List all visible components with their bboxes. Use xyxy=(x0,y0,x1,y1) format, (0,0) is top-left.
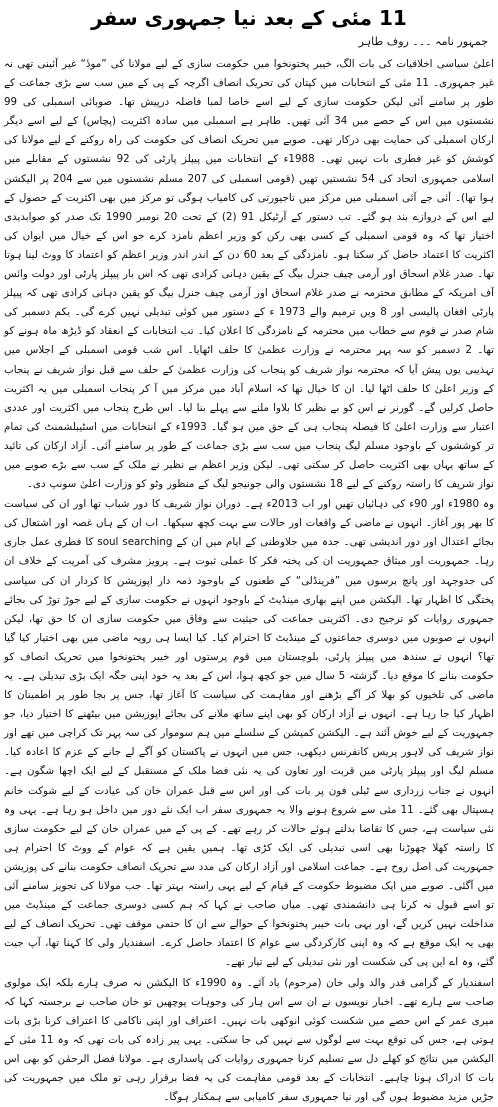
article-headline: 11 مئی کے بعد نیا جمہوری سفر xyxy=(4,4,494,32)
article-paragraph-1: اعلیٰ سیاسی اخلاقیات کی بات الگ، خیبر پختونخوا میں حکومت سازی کے لیے مولانا کی ”مودٔ“ غیر آئینی تھی نہ غیر جمہوری۔ 11 مئی کے انتخابات میں کپتان کی تحریک انصاف اگرچہ کے پی کے میں سب سے بڑی جماعت کے طور پر سامنے آئی لیکن حکومت سازی کے لیے اسے خاصا لمبا فاصلہ درپیش تھا۔ صوبائی اسمبلی کی 99 نشستوں میں اس کے حصے میں 34 آئی تھیں۔ طاہر ہے اسمبلی میں سادہ اکثریت (پچاس) کے لیے اسے دیگر ارکان اسمبلی کی حمایت بھی درکار تھی۔ صوبے میں تحریک انصاف کی حکومت کی راہ روکنے کے لیے مولانا کی کوشش کو غیر فطری بات نہیں تھی۔ 1988ء کے انتخابات میں پیپلز پارٹی کی 92 نشستوں کے مقابلے میں اسلامی جمہوری اتحاد کی 54 نشستیں تھیں (قومی اسمبلی کی 207 مسلم نشستوں میں سے 204 پر الیکشن ہوا تھا)۔ آئی جے آئی اسمبلی میں مرکز میں تاجیورتی کی کامیاب ہوگی تو مرکز میں بھی اکثریت کے حصول کے لیے اس کے دروازے بند ہو گئے۔ تب دستور کے آرٹیکل 91 (2) کے تحت 20 نومبر 1990 تک صدر کو صوابدیدی اختیار تھا کہ وہ قومی اسمبلی کے کسی بھی رکن کو وزیر اعظم نامزد کرے جو اس کے خیال میں ایوان کی اکثریت کا اعتماد حاصل کر سکتا ہو۔ نامزدگی کے بعد 60 دن کے اندر اندر وزیر اعظم کو اعتماد کا ووٹ لینا ہوتا تھا۔ صدر غلام اسحاق اور آرمی چیف جنرل بیگ کے یقین دہانی کرادی تھی کہ اس بار پیپلز پارٹی اور دولت وائس آف امریکہ کے مطابق محترمہ نے صدر غلام اسحاق اور آرمی چیف جنرل بیگ کو یقین دہانی کرادی تھی کہ پیپلز پارٹی افغان پالیسی اور 8 ویں ترمیم والے 1973 ء کے دستور میں کوئی تبدیلی نہیں کرے گی۔ یکم دسمبر کی شام صدر نے قوم سے خطاب میں محترمہ کے نامزدگی کا اعلان کیا۔ تب انتخابات کے انعقاد کو ڈیڑھ ماہ ہونے کو تھا۔ 2 دسمبر کو سہ پہر محترمہ نے وزارت عظمیٰ کا حلف اٹھایا۔ اس شب قومی اسمبلی کے اجلاس میں تہذیبی یوں پیش آیا کہ محترمہ نواز شریف کو پنجاب کی وزارت عظمیٰ کے حلف سے قبل نواز شریف نے پنجاب کے وزیر اعلیٰ کا حلف اٹھا لیا۔ ان کا خیال تھا کہ اسلام آباد میں مرکز میں آ کر پنجاب اسمبلی میں یہ اکثریت حاصل کرلیں گے۔ گورنر نے اس کو بے نظیر کا بلاوا ملنے سے پہلے بنا لیا۔ اس طرح پنجاب میں اکثریت اور عددی اعتبار سے وزارت اعلیٰ کا فیصلہ پنجاب ہی کے حق میں ہو گیا۔ 1993ء کے انتخابات میں اسٹیبلشمنٹ کی تمام تر کوششوں کے باوجود مسلم لیگ پنجاب میں سب سے بڑی جماعت کے طور پر سامنے آئی۔ آزاد ارکان کی تائید کے ساتھ یہاں بھی اکثریت حاصل کر سکتی تھی۔ لیکن وزیر اعظم بے نظیر نے ملک کے سب سے بڑے صوبے میں نواز شریف کا راستہ روکنے کے لیے 18 نشستوں والی جونیجو لیگ کے منظور وٹو کو وزارت اعلیٰ سونپ دی۔ xyxy=(4,55,494,494)
article-byline: جمہور نامہ ۔۔۔ روف طاہر xyxy=(4,34,488,49)
article-paragraph-2: وہ 1980ء اور 90ء کی دہائیاں تھیں اور اب 2013ء ہے۔ دوران نواز شریف کا دور شباب تھا اور ان کی سیاست کا بھر پور آغاز۔ انہوں نے ماضی کے واقعات اور حالات سے بہت کچھ سیکھا۔ اب ان کے ہاں غصہ اور اشتعال کی بجائے اعتدال اور دور اندیشی تھی۔ جدہ میں جلاوطنی کے ایام میں ان کے soul searching کا فطری عمل جاری رہا۔ جمہوریت اور میثاق جمہوریت ان کی پختہ فکر کا عملی ثبوت ہے۔ پرویز مشرف کی آمریت کے خلاف ان کی جدوجہد اور پانچ برسوں میں ”فرینڈلی“ کے طعنوں کے باوجود ذمہ دار اپوزیشن کا کردار ان کی سیاسی پختگی کا اظہار تھا۔ الیکشن میں اپنے بھاری مینڈیٹ کے باوجود انہوں نے حکومت سازی کے لیے جوڑ توڑ کی بجائے جمہوری روایات کو ترجیح دی۔ اکثریتی جماعت کی حیثیت سے وفاق میں حکومت سازی ان کا حق تھا، لیکن انہوں نے صوبوں میں دوسری جماعتوں کے مینڈیٹ کا احترام کیا۔ کیا ایسا ہی رویہ ماضی میں بھی اختیار کیا گیا تھا؟ انہوں نے سندھ میں پیپلز پارٹی، بلوچستان میں قوم پرستوں اور خیبر پختونخوا میں تحریک انصاف کو حکومت بنانے کا موقع دیا۔ گزشتہ 5 سال میں جو کچھ ہوا، اس کے بعد یہ خود اپنی جگہ ایک بڑی تبدیلی ہے۔ یہ ماضی کی تلخیوں کو بھلا کر آگے بڑھنے اور مفاہمت کی سیاست کا آغاز تھا، جس پر بجا طور پر اطمینان کا اظہار کیا جا رہا ہے۔ انہوں نے آزاد ارکان کو بھی اپنے ساتھ ملانے کی بجائے اپوزیشن میں بیٹھنے کا اختیار دیا، جو جمہوریت کے لیے خوش آئند ہے۔ الیکشن کمیشن کے سلسلے میں ہم سوموار کی سہ پہر تک کراچی میں تھے اور نواز شریف کی لاہور پریس کانفرنس دیکھی، جس میں انہوں نے پاکستان کو آگے لے جانے کے عزم کا اعادہ کیا۔ مسلم لیگ اور پیپلز پارٹی میں قربت اور تعاون کی یہ نئی فضا ملک کے مستقبل کے لیے ایک اچھا شگون ہے۔ انہوں نے جناب زرداری سے ٹیلی فون پر بات کی اور اس سے قبل عمران خان کی عیادت کے لیے شوکت خانم ہسپتال بھی گئے۔ 11 مئی سے شروع ہونے والا یہ جمہوری سفر اب ایک نئے دور میں داخل ہو رہا ہے۔ یہی وہ نئی سیاست ہے، جس کا تقاضا بدلتے ہوئے حالات کر رہے تھے۔ کے پی کے میں عمران خان کے لیے حکومت سازی کا راستہ کھلا چھوڑنا بھی اسی تبدیلی کی ایک کڑی تھا۔ ہمیں یقین ہے کہ عوام کے ووٹ کا احترام ہی جمہوریت کی اصل روح ہے۔ جماعت اسلامی اور آزاد ارکان کی مدد سے تحریک انصاف حکومت بنانے کی پوزیشن میں آگئی۔ صوبے میں ایک مضبوط حکومت کے قیام کے لیے یہی راستہ بہتر تھا۔ جب مولانا کی تجویز سامنے آئی تو اسے قبول نہ کرنا ہی دانشمندی تھی۔ میاں صاحب نے کہا کہ ہم کسی دوسری جماعت کے مینڈیٹ میں مداخلت نہیں کریں گے، اور یہی بات خیبر پختونخوا کے حوالے سے ان کا حتمی موقف تھی۔ تحریک انصاف کے لیے بھی یہ ایک موقع ہے کہ وہ اپنی کارکردگی سے عوام کا اعتماد حاصل کرے۔ اسفندیار ولی کا کہنا تھا، آپ جیت گئے، وہ اے این پی کی شکست اور نئی تبدیلی کے لیے تیار تھے۔ xyxy=(4,495,494,972)
article-paragraph-3: اسفندیار کے گرامی قدر والد ولی خان (مرحوم) یاد آئے۔ وہ 1990ء کا الیکشن نہ صرف ہارے بلکہ ایک مولوی صاحب سے ہارے تھے۔ اخبار نویسوں نے ان سے اس ہار کی وجوہات پوچھیں تو خان صاحب نے برجستہ کہا کہ میری عمر کے اس حصے میں شکست کوئی انوکھی بات نہیں۔ اعتراف اور اپنی ناکامی کا اعتراف کرنا بڑی بات ہوتی ہے، جس کی توقع بہت سے لوگوں سے نہیں کی جا سکتی۔ یہی پیر زادہ کی بات تھی کہ وہ 11 مئی کے الیکشن میں نتائج کو کھلے دل سے تسلیم کرنا جمہوری روایات کی پاسداری ہے۔ مولانا فضل الرحمٰن کو بھی اس بات کا ادراک ہونا چاہیے۔ انتخابات کے بعد قومی مفاہمت کی یہ فضا برقرار رہی تو ملک میں جمہوریت کی جڑیں مزید مضبوط ہوں گی اور نیا جمہوری سفر کامیابی سے ہمکنار ہوگا۔ xyxy=(4,974,494,1107)
